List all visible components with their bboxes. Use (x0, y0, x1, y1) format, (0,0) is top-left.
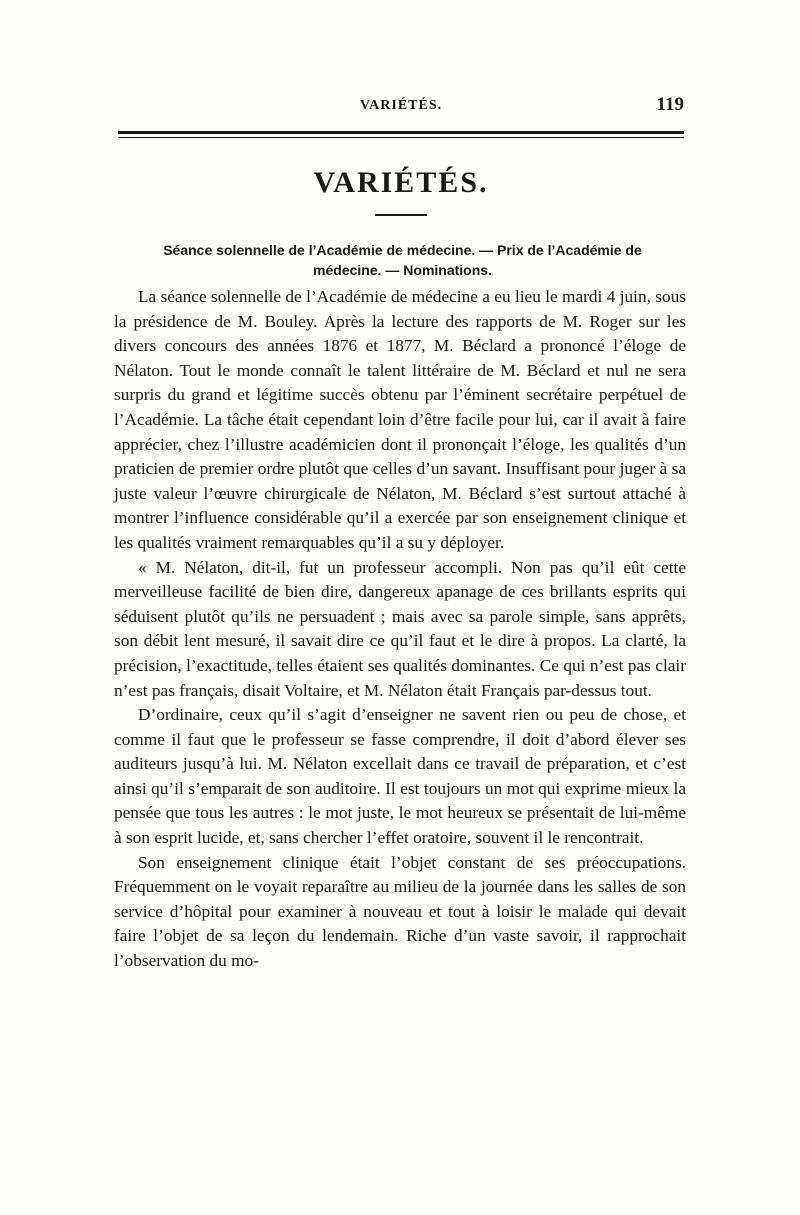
header-rule-thick (118, 131, 684, 134)
running-head (118, 94, 684, 126)
paragraph-3: D’ordinaire, ceux qu’il s’agit d’enseigner ne savent rien ou peu de chose, et comme il faut que le professeur se fasse comprendre, il doit d’abord élever ses auditeurs jusqu’à lui. M. Nélaton excellait dans ce travail de préparation, et c’est ainsi qu’il s’emparait de son auditoire. Il est toujours un mot qui exprime mieux la pensée que tous les autres : le mot juste, le mot heureux se présentait de lui-même à son esprit lucide, et, sans chercher l’effet oratoire, souvent il le rencontrait. (114, 705, 686, 848)
title-underline (375, 214, 427, 216)
section-title: VARIÉTÉS. (313, 166, 489, 199)
body-text (114, 285, 686, 974)
header-rule-thin (118, 137, 684, 138)
paragraph-1: La séance solennelle de l’Académie de médecine a eu lieu le mardi 4 juin, sous la présidence de M. Bouley. Après la lecture des rapports de M. Roger sur les divers concours des années 1876 et 1877, M. Béclard a prononcé l’éloge de Nélaton. Tout le monde connaît le talent littéraire de M. Béclard et nul ne sera surpris du grand et légitime succès obtenu par l’éminent secrétaire perpétuel de l’Académie. La tâche était cependant loin d’être facile pour lui, car il avait à faire apprécier, chez l’illustre académicien dont il prononçait l’éloge, les qualités d’un praticien de premier ordre plutôt que celles d’un savant. Insuffisant pour juger à sa juste valeur l’œuvre chirurgicale de Nélaton, M. Béclard s’est surtout attaché à montrer l’influence considérable qu’il a exercée par son enseignement clinique et les qualités vraiment remarquables qu’il a su y déployer. (114, 287, 686, 552)
running-title: VARIÉTÉS. (359, 98, 443, 113)
section-summary: Séance solennelle de l’Académie de médecine. — Prix de l’Académie de médecine. — Nominations. (163, 242, 642, 278)
page-number: 119 (656, 94, 684, 115)
paragraph-4: Son enseignement clinique était l’objet constant de ses préoccupations. Fréquemment on le voyait reparaître au milieu de la journée dans les salles de son service d’hôpital pour examiner à nouveau et tout à loisir le malade qui devait faire l’objet de sa leçon du lendemain. Riche d’un vaste savoir, il rapprochait l’observation du mo- (114, 852, 686, 971)
paragraph-2: « M. Nélaton, dit-il, fut un professeur accompli. Non pas qu’il eût cette merveilleuse facilité de bien dire, dangereux apanage de ces brillants esprits qui séduisent plutôt qu’ils ne persuadent ; mais avec sa parole simple, sans apprêts, son débit lent mesuré, il savait dire ce qu’il faut et le dire à propos. La clarté, la précision, l’exactitude, telles étaient ses qualités dominantes. Ce qui n’est pas clair n’est pas français, disait Voltaire, et M. Nélaton était Français par-dessus tout. (114, 557, 686, 700)
